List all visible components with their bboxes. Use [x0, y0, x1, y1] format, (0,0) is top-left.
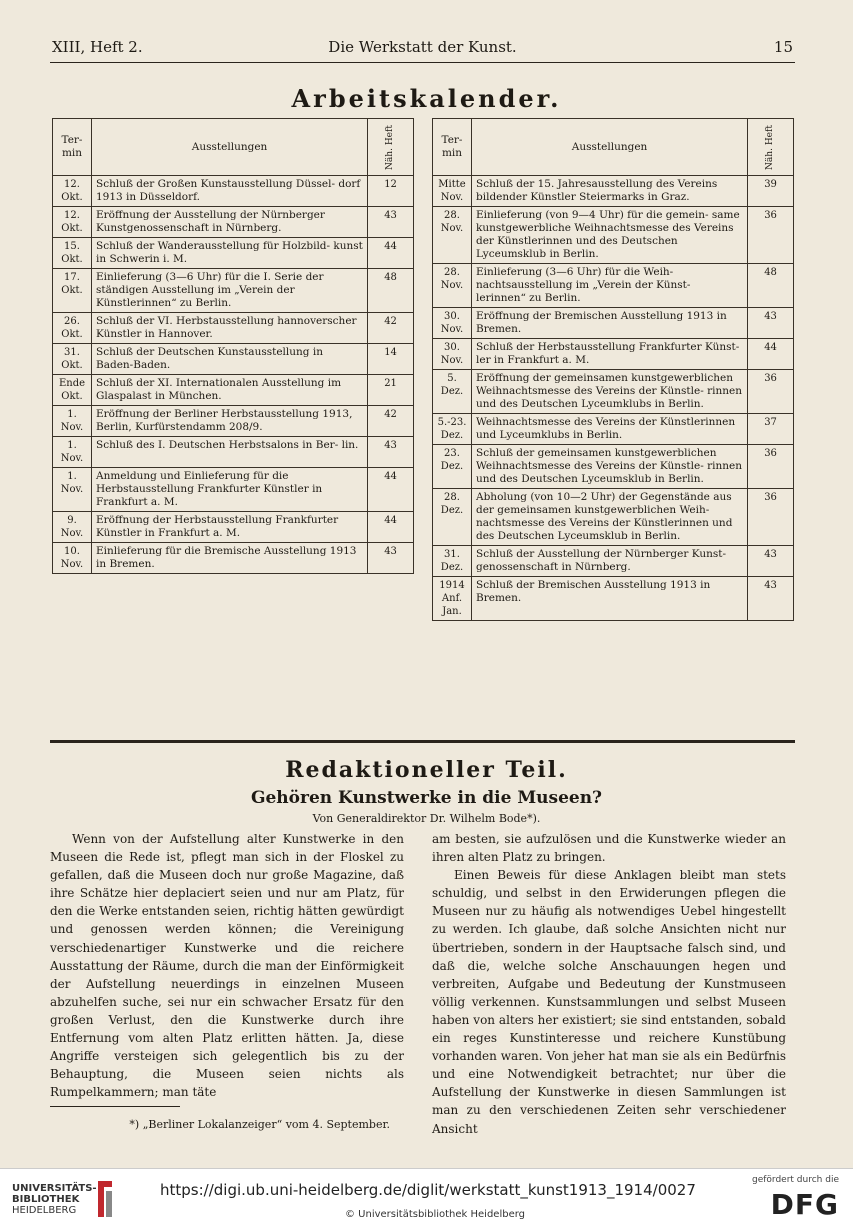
termin-cell: 1914 Anf. Jan. — [433, 577, 472, 621]
calendar-row — [433, 308, 794, 339]
page-number: 15 — [773, 38, 793, 56]
calendar-row — [53, 238, 414, 269]
calendar-row — [53, 512, 414, 543]
termin-cell: 1. Nov. — [53, 468, 92, 512]
calendar-row — [433, 577, 794, 621]
heft-cell: 48 — [368, 269, 414, 313]
heft-cell: 42 — [368, 406, 414, 437]
article-column-left — [50, 830, 404, 1101]
footnote: *) „Berliner Lokalanzeiger“ vom 4. September. — [129, 1118, 390, 1131]
calendar-row — [433, 207, 794, 264]
termin-cell: 31. Dez. — [433, 546, 472, 577]
calendar-row — [53, 543, 414, 574]
calendar-row — [53, 375, 414, 406]
document-url-link[interactable]: https://digi.ub.uni-heidelberg.de/diglit/werkstatt_kunst1913_1914/0027 — [160, 1181, 696, 1199]
event-cell: Schluß der Großen Kunstausstellung Düssel- dorf 1913 in Düsseldorf. — [92, 176, 368, 207]
article-column-right — [432, 830, 786, 1138]
col-ausstellungen: Ausstellungen — [92, 119, 368, 176]
event-cell: Eröffnung der Berliner Herbstausstellung 1913, Berlin, Kurfürstendamm 208/9. — [92, 406, 368, 437]
heft-cell: 43 — [368, 437, 414, 468]
journal-title: Die Werkstatt der Kunst. — [328, 38, 517, 56]
library-logo[interactable]: UNIVERSITÄTS- BIBLIOTHEK HEIDELBERG — [12, 1183, 97, 1216]
termin-cell: Ende Okt. — [53, 375, 92, 406]
termin-cell: 5.-23. Dez. — [433, 414, 472, 445]
calendar-row — [53, 344, 414, 375]
event-cell: Einlieferung (3—6 Uhr) für die Weih- nachtsausstellung im „Verein der Künst- lerinnen“ zu Berlin. — [472, 264, 748, 308]
calendar-title: Arbeitskalender. — [291, 84, 562, 113]
heft-cell: 37 — [748, 414, 794, 445]
heft-cell: 44 — [748, 339, 794, 370]
heft-cell: 36 — [748, 370, 794, 414]
paragraph: Wenn von der Aufstellung alter Kunstwerke in den Museen die Rede ist, pflegt man sich in der Floskel zu gefallen, daß die Museen doch nur große Magazine, daß ihre Schätze hier deplaciert seien und nur am Platz, für den die Werke entstanden seien, richtig hätten gewürdigt und genossen werden können; die Vereinigung verschiedenartiger Kunstwerke und die reichere Ausstattung der Räume, durch die man der Einförmigkeit der Aufstellung neuerdings in einzelnen Museen abzuhelfen suche, sei nur ein schwacher Ersatz für den großen Verlust, den die Kunstwerke durch ihre Entfernung vom alten Platz erlitten hätten. Ja, diese Angriffe versteigen sich gelegentlich bis zu der Behauptung, die Museen seien nichts als Rumpelkammern; man täte — [50, 832, 404, 1100]
heft-cell: 21 — [368, 375, 414, 406]
heft-cell: 36 — [748, 207, 794, 264]
event-cell: Schluß der Deutschen Kunstausstellung in Baden-Baden. — [92, 344, 368, 375]
calendar-row — [53, 176, 414, 207]
heft-cell: 43 — [748, 546, 794, 577]
event-cell: Einlieferung (3—6 Uhr) für die I. Serie der ständigen Ausstellung im „Verein der Künstlerinnen“ zu Berlin. — [92, 269, 368, 313]
paragraph: Einen Beweis für diese Anklagen bleibt man stets schuldig, und selbst in den Erwiderungen pflegen die Museen nur zu häufig als notwendiges Uebel hingestellt zu werden. Ich glaube, daß solche Ansichten nicht nur übertrieben, sondern in der Hauptsache falsch sind, und daß die, welche solche Anschauungen hegen und verbreiten, Aufgabe und Bedeutung der Kunstmuseen völlig verkennen. Kunstsammlungen und selbst Museen haben von alters her existiert; sie sind entstanden, sobald ein reges Kunstinteresse und reichere Kunstübung vorhanden waren. Von jeher hat man sie als ein Bedürfnis und eine Notwendigkeit betrachtet; nur über die Aufstellung der Kunstwerke in diesen Sammlungen ist man zu den verschiedenen Zeiten sehr verschiedener Ansicht — [432, 868, 786, 1136]
issue-label: XIII, Heft 2. — [52, 38, 143, 56]
heft-cell: 43 — [748, 308, 794, 339]
calendar-row — [433, 370, 794, 414]
event-cell: Eröffnung der Bremischen Ausstellung 1913 in Bremen. — [472, 308, 748, 339]
termin-cell: 1. Nov. — [53, 437, 92, 468]
heft-cell: 36 — [748, 489, 794, 546]
viewer-footer — [0, 1168, 853, 1230]
col-termin: Ter- min — [433, 119, 472, 176]
event-cell: Schluß der 15. Jahresausstellung des Vereins bildender Künstler Steiermarks in Graz. — [472, 176, 748, 207]
heft-cell: 14 — [368, 344, 414, 375]
termin-cell: 31. Okt. — [53, 344, 92, 375]
copyright-text: © Universitätsbibliothek Heidelberg — [345, 1209, 526, 1220]
footnote-rule — [50, 1106, 180, 1107]
termin-cell: 9. Nov. — [53, 512, 92, 543]
col-ausstellungen: Ausstellungen — [472, 119, 748, 176]
termin-cell: 28. Dez. — [433, 489, 472, 546]
col-heft: Näh. Heft — [368, 119, 414, 176]
section-rule — [50, 740, 795, 743]
heft-cell: 43 — [748, 577, 794, 621]
col-heft: Näh. Heft — [748, 119, 794, 176]
event-cell: Schluß der gemeinsamen kunstgewerblichen Weihnachtsmesse des Vereins der Künstle- rinnen und des Deutschen Lyceumsklub in Berlin. — [472, 445, 748, 489]
calendar-row — [53, 406, 414, 437]
byline: Von Generaldirektor Dr. Wilhelm Bode*). — [312, 812, 541, 825]
calendar-table-left — [52, 118, 414, 574]
calendar-row — [53, 313, 414, 344]
heft-cell: 44 — [368, 512, 414, 543]
event-cell: Schluß der Ausstellung der Nürnberger Kunst- genossenschaft in Nürnberg. — [472, 546, 748, 577]
event-cell: Schluß des I. Deutschen Herbstsalons in Ber- lin. — [92, 437, 368, 468]
termin-cell: 17. Okt. — [53, 269, 92, 313]
heft-cell: 42 — [368, 313, 414, 344]
event-cell: Schluß der Wanderausstellung für Holzbild- kunst in Schwerin i. M. — [92, 238, 368, 269]
termin-cell: 26. Okt. — [53, 313, 92, 344]
running-header — [52, 38, 793, 62]
heft-cell: 43 — [368, 207, 414, 238]
termin-cell: 10. Nov. — [53, 543, 92, 574]
col-termin: Ter- min — [53, 119, 92, 176]
header-rule — [50, 62, 795, 63]
calendar-row — [433, 414, 794, 445]
termin-cell: Mitte Nov. — [433, 176, 472, 207]
calendar-row — [433, 339, 794, 370]
event-cell: Eröffnung der Herbstausstellung Frankfurter Künstler in Frankfurt a. M. — [92, 512, 368, 543]
termin-cell: 23. Dez. — [433, 445, 472, 489]
heft-cell: 48 — [748, 264, 794, 308]
termin-cell: 15. Okt. — [53, 238, 92, 269]
event-cell: Anmeldung und Einlieferung für die Herbstausstellung Frankfurter Künstler in Frankfurt a. M. — [92, 468, 368, 512]
event-cell: Eröffnung der Ausstellung der Nürnberger Kunstgenossenschaft in Nürnberg. — [92, 207, 368, 238]
calendar-row — [53, 437, 414, 468]
section-title: Redaktioneller Teil. — [285, 757, 568, 783]
termin-cell: 28. Nov. — [433, 207, 472, 264]
calendar-row — [433, 264, 794, 308]
library-mark-icon — [94, 1177, 116, 1221]
event-cell: Einlieferung (von 9—4 Uhr) für die gemein- same kunstgewerbliche Weihnachtsmesse des Vereins der Künstlerinnen und des Deutschen Lyceumsklub in Berlin. — [472, 207, 748, 264]
termin-cell: 1. Nov. — [53, 406, 92, 437]
event-cell: Abholung (von 10—2 Uhr) der Gegenstände aus der gemeinsamen kunstgewerblichen Weih- nachtsmesse des Vereins der Künstlerinnen und des Deutschen Lyceumsklub in Berlin. — [472, 489, 748, 546]
event-cell: Schluß der Bremischen Ausstellung 1913 in Bremen. — [472, 577, 748, 621]
event-cell: Schluß der XI. Internationalen Ausstellung im Glaspalast in München. — [92, 375, 368, 406]
calendar-row — [53, 269, 414, 313]
calendar-row — [53, 468, 414, 512]
termin-cell: 28. Nov. — [433, 264, 472, 308]
heft-cell: 36 — [748, 445, 794, 489]
termin-cell: 12. Okt. — [53, 176, 92, 207]
sponsor-label: gefördert durch die — [752, 1175, 839, 1185]
event-cell: Schluß der VI. Herbstausstellung hannoverscher Künstler in Hannover. — [92, 313, 368, 344]
event-cell: Weihnachtsmesse des Vereins der Künstlerinnen und Lyceumklubs in Berlin. — [472, 414, 748, 445]
event-cell: Einlieferung für die Bremische Ausstellung 1913 in Bremen. — [92, 543, 368, 574]
paragraph: am besten, sie aufzulösen und die Kunstwerke wieder an ihren alten Platz zu bringen. — [432, 832, 786, 865]
heft-cell: 39 — [748, 176, 794, 207]
calendar-row — [433, 489, 794, 546]
termin-cell: 30. Nov. — [433, 308, 472, 339]
article-title: Gehören Kunstwerke in die Museen? — [250, 788, 603, 808]
calendar-row — [433, 546, 794, 577]
heft-cell: 12 — [368, 176, 414, 207]
event-cell: Eröffnung der gemeinsamen kunstgewerblichen Weihnachtsmesse des Vereins der Künstle- rinnen und des Deutschen Lyceumklubs in Berlin. — [472, 370, 748, 414]
event-cell: Schluß der Herbstausstellung Frankfurter Künst- ler in Frankfurt a. M. — [472, 339, 748, 370]
calendar-row — [433, 445, 794, 489]
heft-cell: 44 — [368, 238, 414, 269]
heft-cell: 43 — [368, 543, 414, 574]
termin-cell: 5. Dez. — [433, 370, 472, 414]
calendar-row — [433, 176, 794, 207]
heft-cell: 44 — [368, 468, 414, 512]
termin-cell: 12. Okt. — [53, 207, 92, 238]
calendar-row — [53, 207, 414, 238]
calendar-table-right — [432, 118, 794, 621]
termin-cell: 30. Nov. — [433, 339, 472, 370]
dfg-logo[interactable]: DFG — [770, 1188, 839, 1221]
